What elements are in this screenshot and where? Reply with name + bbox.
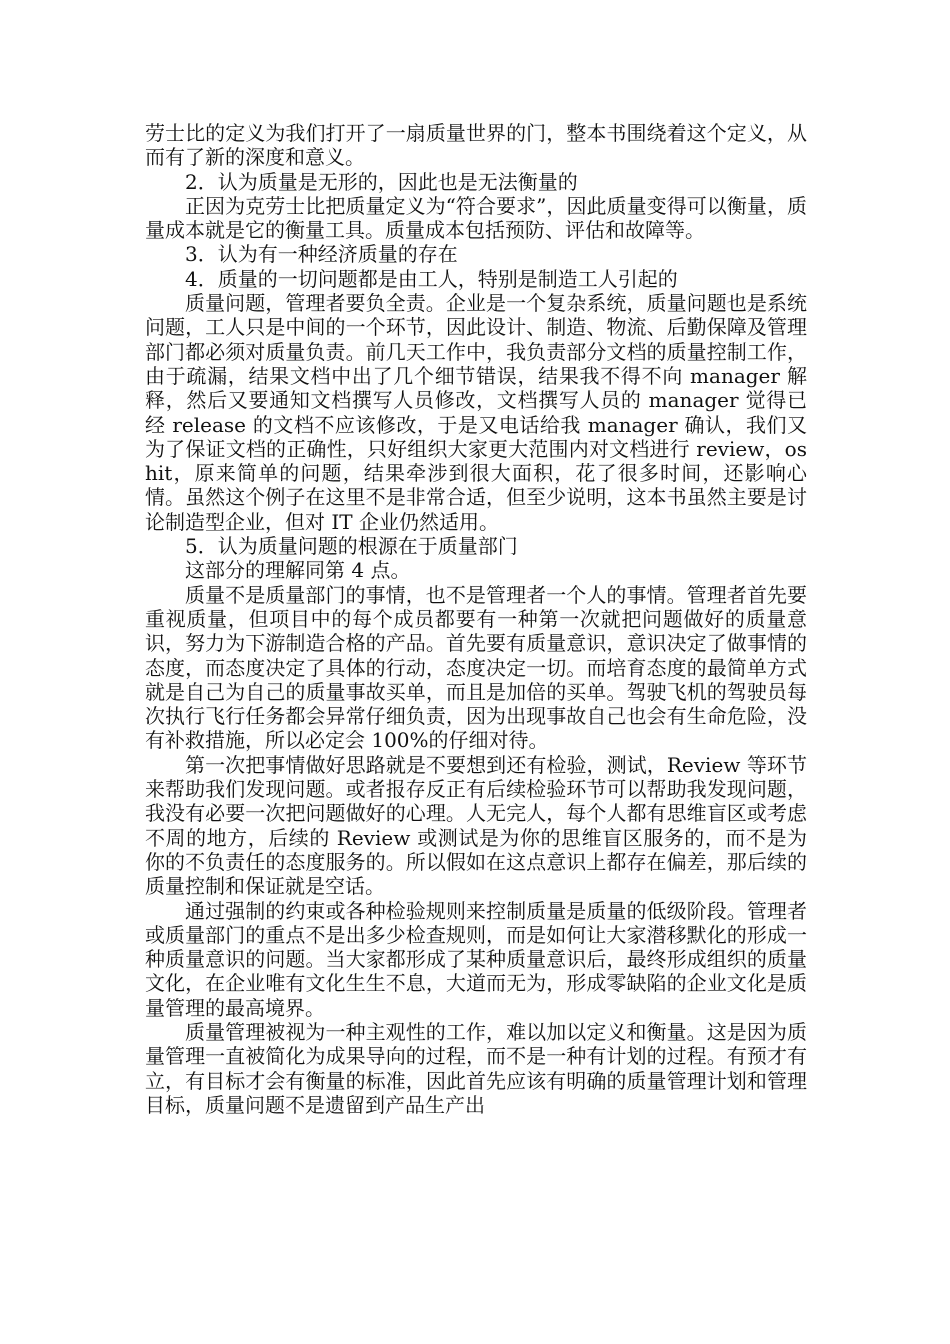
paragraph: 这部分的理解同第 4 点。 <box>185 558 411 583</box>
paragraph-continuation: 劳士比的定义为我们打开了一扇质量世界的门，整本书围绕着这个定义，从而有了新的深度和意义。 <box>145 121 807 170</box>
heading-item-3: 3．认为有一种经济质量的存在 <box>185 242 458 267</box>
heading-item-5: 5．认为质量问题的根源在于质量部门 <box>185 534 518 559</box>
paragraph: 质量不是质量部门的事情，也不是管理者一个人的事情。管理者首先要重视质量，但项目中的每个成员都要有一种第一次就把问题做好的质量意识，努力为下游制造合格的产品。首先要有质量意识，意识决定了做事情的态度，而态度决定了具体的行动，态度决定一切。而培育态度的最简单方式就是自己为自己的质量事故买单，而且是加倍的买单。驾驶飞机的驾驶员每次执行飞行任务都会异常仔细负责，因为出现事故自己也会有生命危险，没有补救措施，所以必定会 100%的仔细对待。 <box>145 582 807 753</box>
document-body <box>145 121 807 1117</box>
heading-item-2: 2．认为质量是无形的，因此也是无法衡量的 <box>185 169 578 194</box>
paragraph: 正因为克劳士比把质量定义为“符合要求”，因此质量变得可以衡量，质量成本就是它的衡量工具。质量成本包括预防、评估和故障等。 <box>145 193 807 243</box>
paragraph: 第一次把事情做好思路就是不要想到还有检验，测试，Review 等环节来帮助我们发现问题。或者报存反正有后续检验环节可以帮助我发现问题，我没有必要一次把问题做好的心理。人无完人，每个人都有思维盲区或考虑不周的地方，后续的 Review 或测试是为你的思维盲区服务的，而不是为你的不负责任的态度服务的。所以假如在这点意识上都存在偏差，那后续的质量控制和保证就是空话。 <box>145 752 807 899</box>
paragraph: 通过强制的约束或各种检验规则来控制质量是质量的低级阶段。管理者或质量部门的重点不是出多少检查规则，而是如何让大家潜移默化的形成一种质量意识的问题。当大家都形成了某种质量意识后，最终形成组织的质量文化，在企业唯有文化生生不息，大道而无为，形成零缺陷的企业文化是质量管理的最高境界。 <box>145 898 807 1020</box>
heading-item-4: 4．质量的一切问题都是由工人，特别是制造工人引起的 <box>185 266 678 291</box>
paragraph: 质量问题，管理者要负全责。企业是一个复杂系统，质量问题也是系统问题，工人只是中间的一个环节，因此设计、制造、物流、后勤保障及管理部门都必须对质量负责。前几天工作中，我负责部分文档的质量控制工作，由于疏漏，结果文档中出了几个细节错误，结果我不得不向 manager 解释，然后又要通知文档撰写人员修改，文档撰写人员的 manager 觉得已经 release 的文档不应该修改，于是又电话给我 manager 确认，我们又为了保证文档的正确性，只好组织大家更大范围内对文档进行 review，oshit，原来简单的问题，结果牵涉到很大面积，花了很多时间，还影响心情。虽然这个例子在这里不是非常合适，但至少说明，这本书虽然主要是讨论制造型企业，但对 IT 企业仍然适用。 <box>145 291 807 534</box>
paragraph: 质量管理被视为一种主观性的工作，难以加以定义和衡量。这是因为质量管理一直被简化为成果导向的过程，而不是一种有计划的过程。有预才有立，有目标才会有衡量的标准，因此首先应该有明确的质量管理计划和管理目标，质量问题不是遗留到产品生产出 <box>145 1019 807 1117</box>
